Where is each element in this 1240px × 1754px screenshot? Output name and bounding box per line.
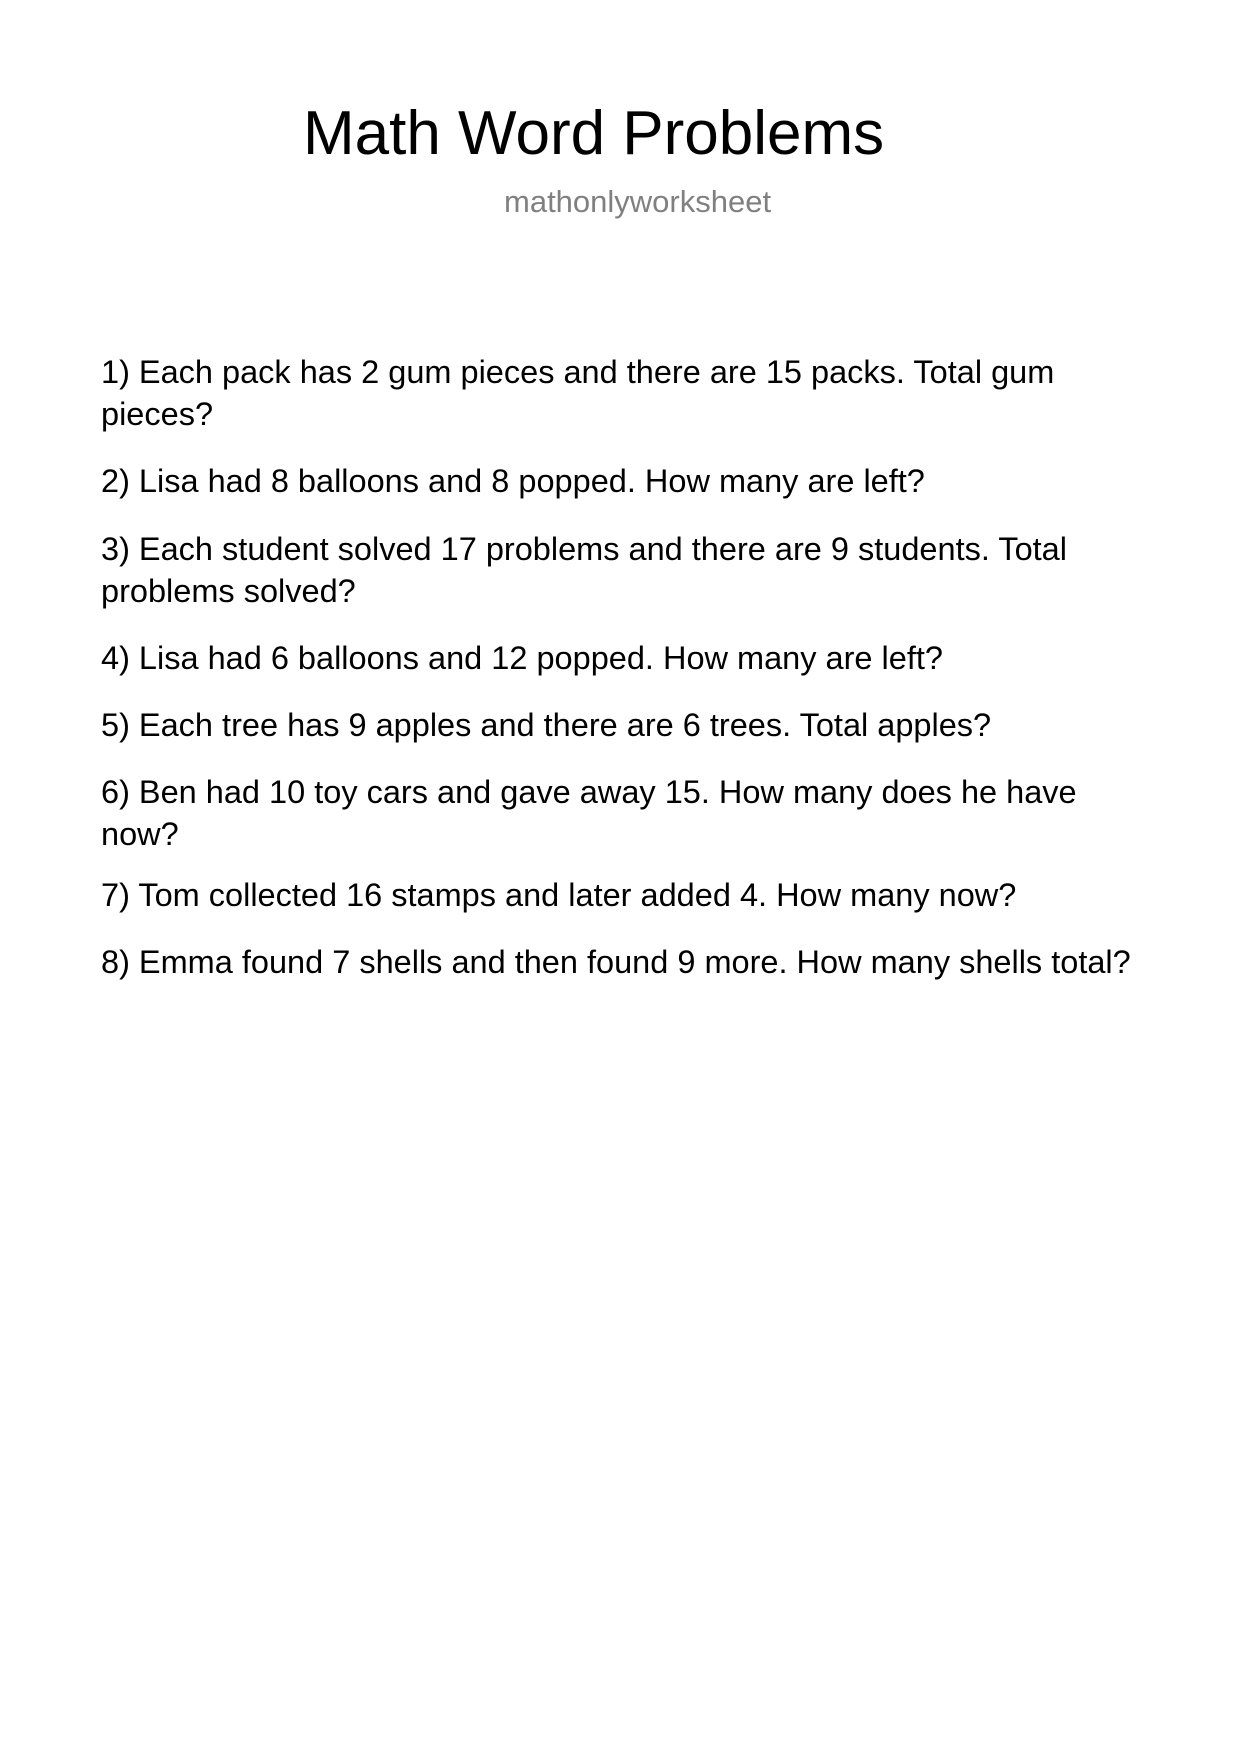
page-title: Math Word Problems <box>303 99 885 168</box>
problem-2: 2) Lisa had 8 balloons and 8 popped. How many are left? <box>101 463 925 499</box>
problem-8: 8) Emma found 7 shells and then found 9 more. How many shells total? <box>101 944 1131 980</box>
page-subtitle: mathonlyworksheet <box>504 184 772 219</box>
problem-5: 5) Each tree has 9 apples and there are 6 trees. Total apples? <box>101 707 992 743</box>
problem-1: 1) Each pack has 2 gum pieces and there are 15 packs. Total gum pieces? <box>101 354 1055 432</box>
problem-6: 6) Ben had 10 toy cars and gave away 15. How many does he have now? <box>101 774 1077 852</box>
problem-7: 7) Tom collected 16 stamps and later added 4. How many now? <box>101 877 1017 913</box>
problem-4: 4) Lisa had 6 balloons and 12 popped. How many are left? <box>101 640 943 676</box>
problem-3: 3) Each student solved 17 problems and there are 9 students. Total problems solved? <box>101 531 1067 609</box>
